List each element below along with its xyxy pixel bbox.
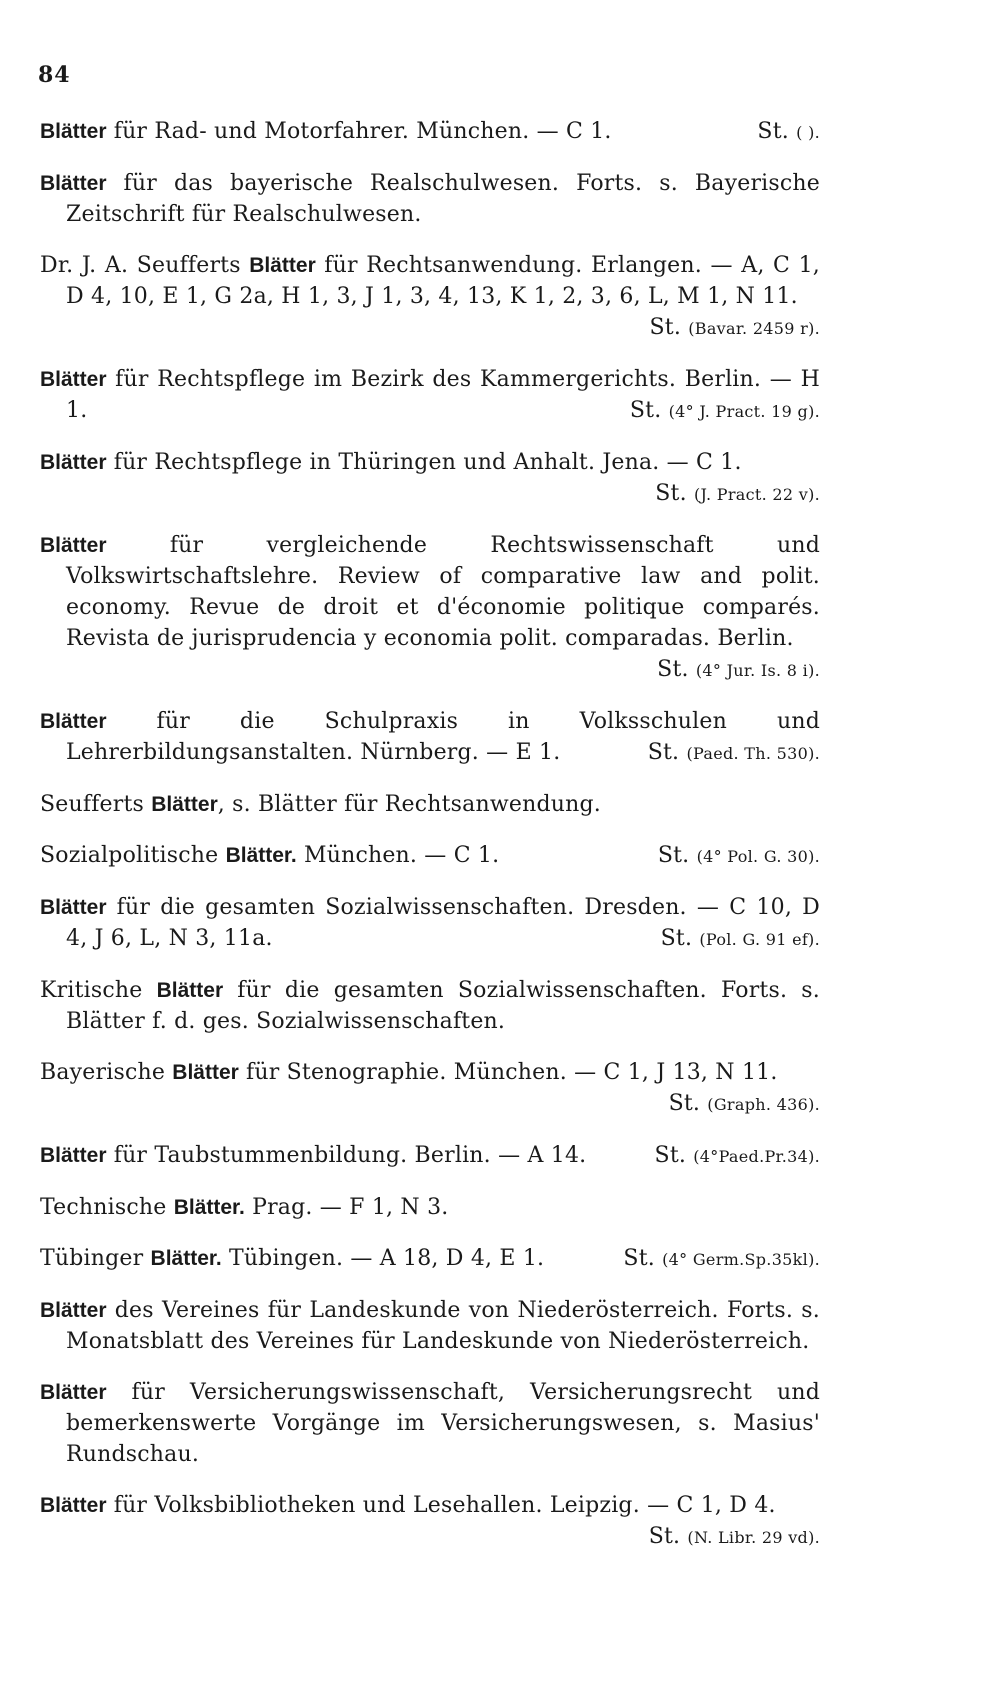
page-number: 84 (38, 62, 71, 88)
entry-text: für die Schulpraxis in Volksschulen und Lehrerbildungsanstalten. Nürnberg. — E 1. (66, 709, 820, 765)
entry-keyword: Blätter (40, 1144, 107, 1167)
entry-text: für Rechtsanwendung. Erlangen. — A, C 1, D 4, 10, E 1, G 2a, H 1, 3, J 1, 3, 4, 13, K 1, 2, 3, 6, L, M 1, N 11. (66, 253, 820, 309)
entry-prefix: Tübinger (40, 1246, 151, 1271)
catalog-entry (40, 1377, 820, 1470)
shelf-signature (669, 1088, 820, 1120)
entry-keyword: Blätter (40, 368, 107, 391)
shelf-st: St. (668, 1091, 701, 1116)
shelf-st: St. (649, 315, 682, 340)
shelf-signature (658, 840, 820, 872)
entry-text: für Volksbibliotheken und Lesehallen. Leipzig. — C 1, D 4. (106, 1493, 776, 1518)
entry-keyword: Blätter (151, 793, 218, 816)
shelf-st: St. (623, 1246, 655, 1271)
shelf-st: St. (647, 740, 680, 765)
entry-text: für das bayerische Realschulwesen. Forts. s. Bayerische Zeitschrift für Realschulwesen. (66, 171, 820, 227)
shelf-mark: (J. Pract. 22 v). (693, 485, 820, 504)
shelf-st: St. (654, 1143, 687, 1168)
shelf-mark: (4° J. Pract. 19 g). (668, 402, 820, 421)
shelf-mark: (4° Pol. G. 30). (696, 847, 820, 866)
shelf-st: St. (757, 119, 789, 144)
entry-keyword: Blätter (40, 710, 107, 733)
entry-keyword: Blätter (40, 172, 107, 195)
entry-text: Tübingen. — A 18, D 4, E 1. (221, 1246, 545, 1271)
entry-text: des Vereines für Landeskunde von Niederösterreich. Forts. s. Monatsblatt des Vereines für Landeskunde von Niederösterreich. (66, 1298, 820, 1354)
entry-keyword: Blätter (40, 1381, 107, 1404)
entry-keyword: Blätter (40, 896, 107, 919)
shelf-st: St. (657, 657, 689, 682)
entry-keyword: Blätter. (150, 1247, 222, 1270)
catalog-entry (40, 1243, 820, 1275)
shelf-signature (655, 478, 820, 510)
catalog-entry (40, 250, 820, 344)
catalog-entry (40, 789, 820, 820)
catalog-entry (40, 530, 820, 686)
shelf-st: St. (629, 398, 662, 423)
entry-text: für die gesamten Sozialwissenschaften. Forts. s. Blätter f. d. ges. Sozialwissenschaften. (66, 978, 820, 1034)
shelf-mark: (4°Paed.Pr.34). (693, 1147, 820, 1166)
catalog-entry (40, 840, 820, 872)
catalog-entry (40, 447, 820, 510)
catalog-entry (40, 975, 820, 1037)
shelf-mark: (Paed. Th. 530). (686, 744, 820, 763)
entry-keyword: Blätter (249, 254, 316, 277)
entry-text: für Taubstummenbildung. Berlin. — A 14. (106, 1143, 587, 1168)
shelf-mark: ( ). (796, 123, 820, 142)
entry-text: für Rad- und Motorfahrer. München. — C 1. (106, 119, 612, 144)
shelf-signature (623, 1243, 820, 1275)
entry-keyword: Blätter. (225, 844, 297, 867)
entry-text: Prag. — F 1, N 3. (244, 1195, 449, 1220)
entry-keyword: Blätter (40, 1494, 107, 1517)
entry-prefix: Technische (40, 1195, 174, 1220)
entry-prefix: Seufferts (40, 792, 152, 817)
entry-prefix: Kritische (40, 978, 157, 1003)
entry-keyword: Blätter (172, 1061, 239, 1084)
shelf-signature (655, 1140, 820, 1172)
entry-keyword: Blätter (40, 534, 107, 557)
shelf-signature (757, 116, 820, 148)
catalog-entry (40, 892, 820, 955)
entry-prefix: Sozialpolitische (40, 843, 226, 868)
catalog-entry (40, 1192, 820, 1223)
catalog-entry (40, 1140, 820, 1172)
entry-keyword: Blätter (40, 1299, 107, 1322)
shelf-mark: (Bavar. 2459 r). (688, 319, 820, 338)
entry-text: für Rechtspflege im Bezirk des Kammergerichts. Berlin. — H 1. (66, 367, 820, 423)
entry-text: für Stenographie. München. — C 1, J 13, N 11. (238, 1060, 778, 1085)
entry-prefix: Bayerische (40, 1060, 173, 1085)
entry-text: für Rechtspflege in Thüringen und Anhalt. Jena. — C 1. (106, 450, 742, 475)
catalog-entry (40, 116, 820, 148)
catalog-entry (40, 1057, 820, 1120)
entry-keyword: Blätter (40, 120, 107, 143)
entry-keyword: Blätter (40, 451, 107, 474)
catalog-entries (40, 116, 820, 1573)
entry-text: für vergleichende Rechtswissenschaft und Volkswirtschaftslehre. Review of comparative law and polit. economy. Revue de droit et d'économie politique comparés. Revista de jurisprudencia y economia polit. comparadas. Berlin. (66, 533, 820, 651)
shelf-signature (649, 1521, 820, 1553)
shelf-mark: (Graph. 436). (707, 1095, 820, 1114)
entry-text: München. — C 1. (296, 843, 500, 868)
shelf-signature (648, 737, 820, 769)
entry-keyword: Blätter. (173, 1196, 245, 1219)
shelf-mark: (4° Jur. Is. 8 i). (695, 661, 820, 680)
catalog-entry (40, 706, 820, 769)
shelf-signature (650, 312, 820, 344)
shelf-signature (657, 654, 820, 686)
catalog-entry (40, 364, 820, 427)
entry-text: für Versicherungswissenschaft, Versicherungsrecht und bemerkenswerte Vorgänge im Versicherungswesen, s. Masius' Rundschau. (66, 1380, 820, 1467)
entry-text: für die gesamten Sozialwissenschaften. Dresden. — C 10, D 4, J 6, L, N 3, 11a. (66, 895, 820, 951)
entry-keyword: Blätter (156, 979, 224, 1002)
shelf-st: St. (657, 843, 690, 868)
shelf-mark: (Pol. G. 91 ef). (699, 930, 820, 949)
entry-text: , s. Blätter für Rechtsanwendung. (217, 792, 601, 817)
shelf-signature (661, 923, 820, 955)
shelf-mark: (4° Germ.Sp.35kl). (662, 1250, 820, 1269)
catalog-entry (40, 168, 820, 230)
shelf-signature (630, 395, 820, 427)
shelf-st: St. (648, 1524, 681, 1549)
shelf-mark: (N. Libr. 29 vd). (687, 1528, 820, 1547)
entry-prefix: Dr. J. A. Seufferts (40, 253, 250, 278)
shelf-st: St. (655, 481, 687, 506)
catalog-entry (40, 1295, 820, 1357)
catalog-entry (40, 1490, 820, 1553)
shelf-st: St. (660, 926, 693, 951)
